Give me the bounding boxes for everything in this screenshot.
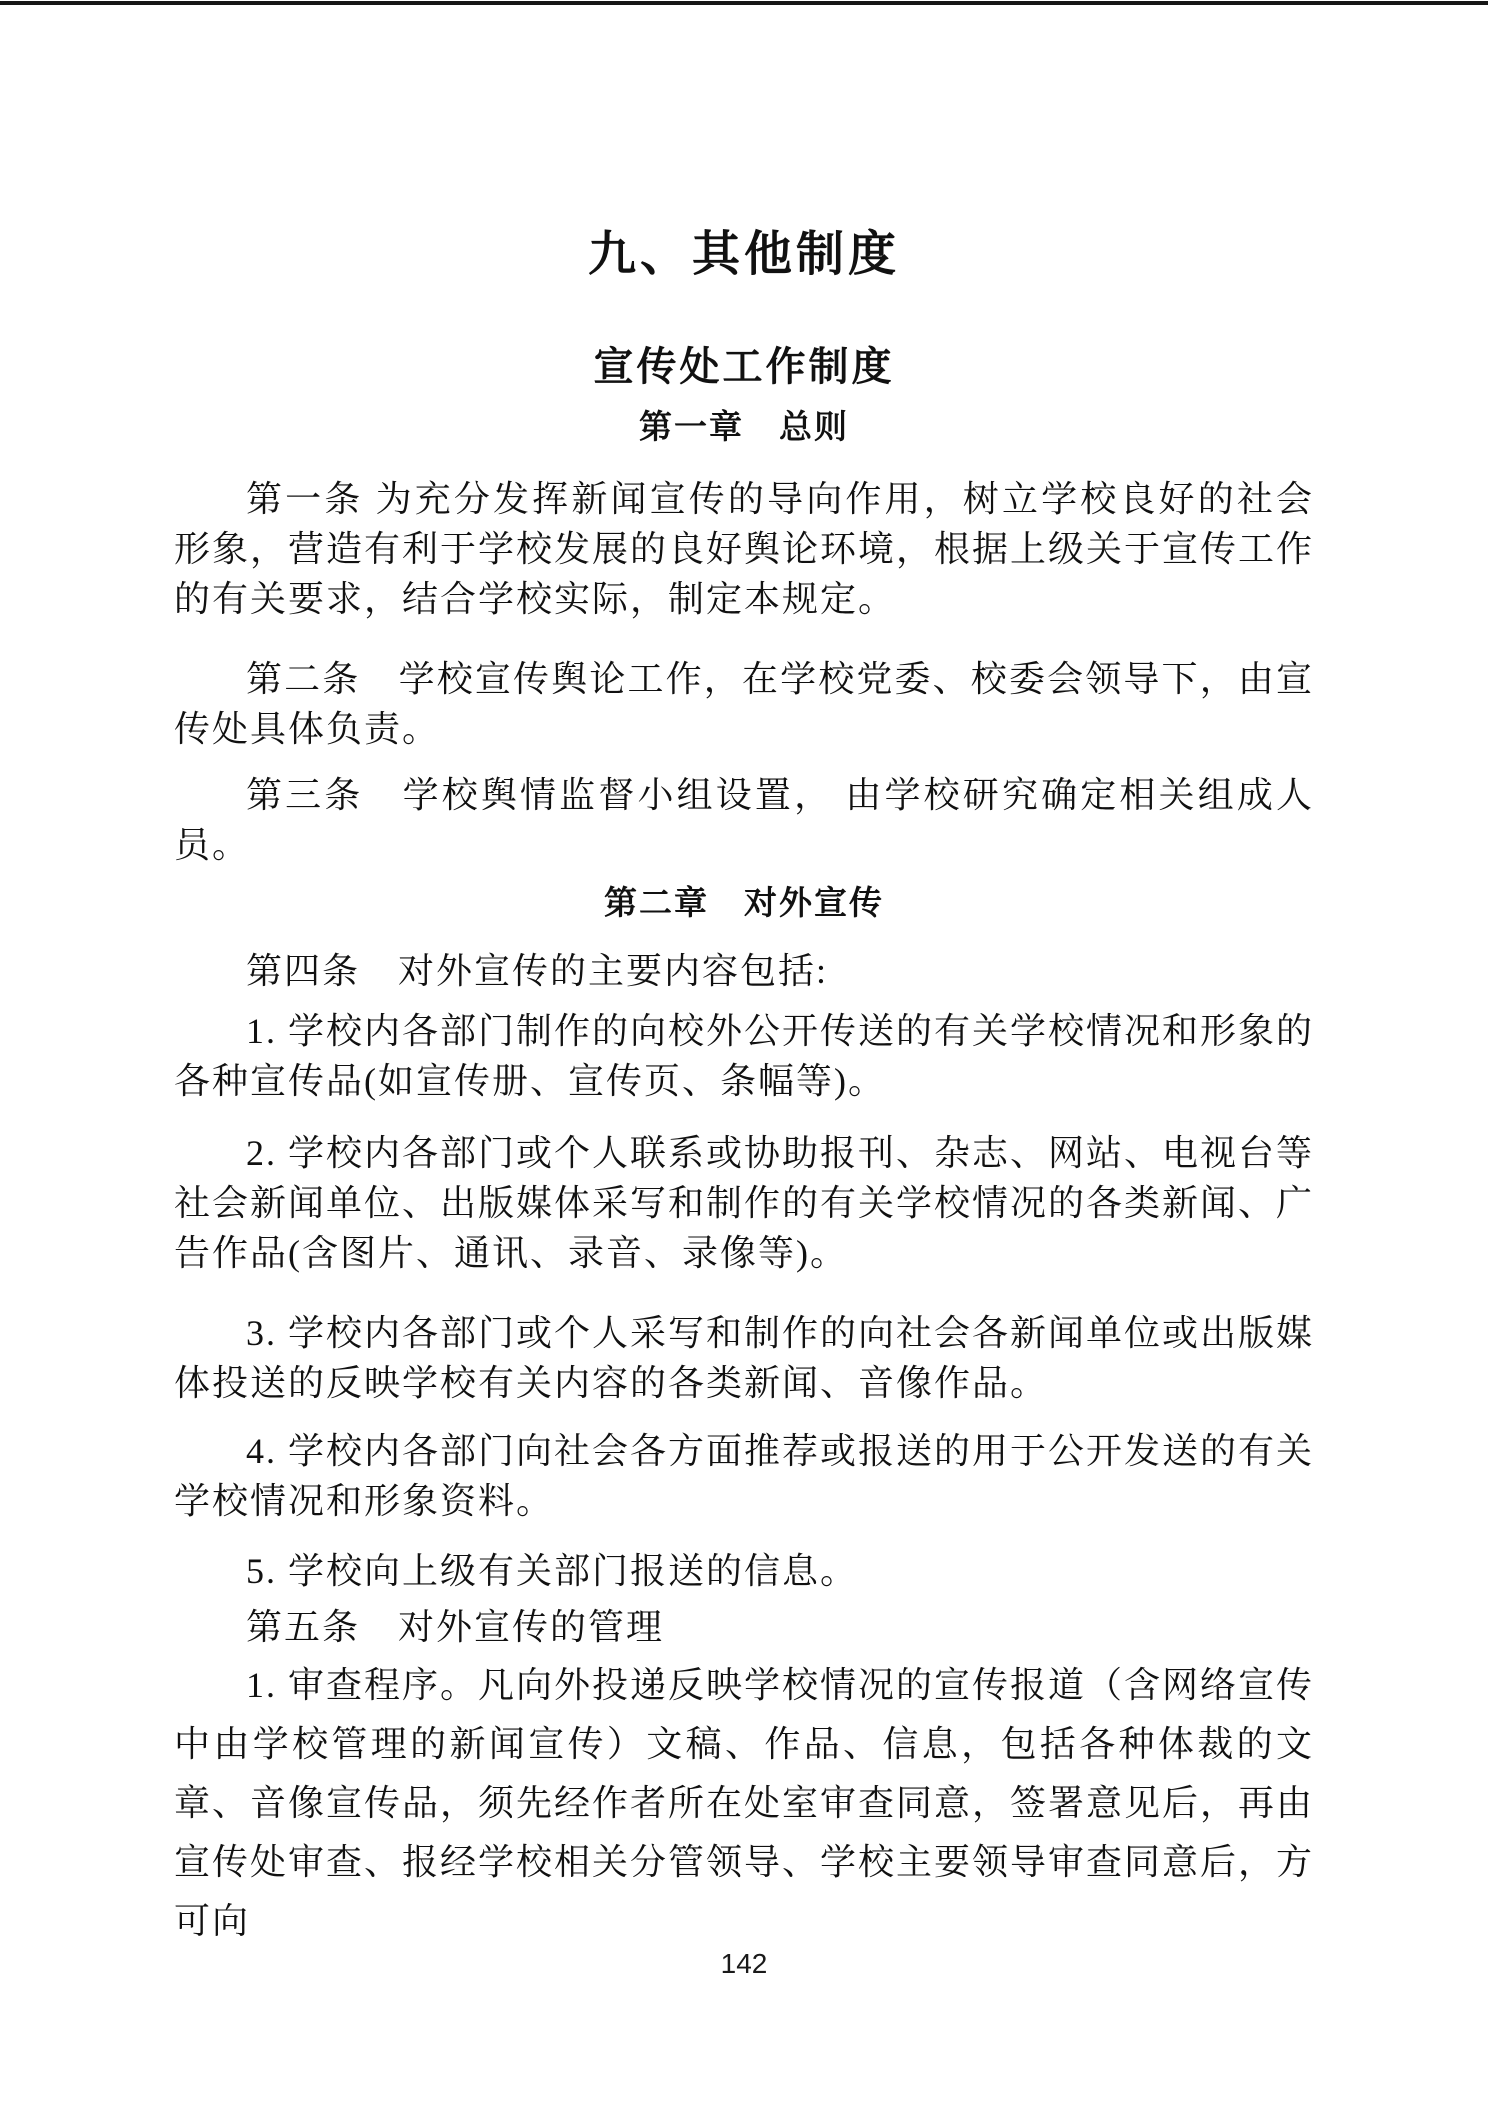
section-title: 九、其他制度 <box>587 228 900 281</box>
article-2-paragraph: 第二条 学校宣传舆论工作，在学校党委、校委会领导下，由宣传处具体负责。 <box>174 659 1314 749</box>
chapter-1-heading: 第一章 总则 <box>639 408 849 445</box>
article-5-item-1: 1. 审查程序。凡向外投递反映学校情况的宣传报道（含网络宣传中由学校管理的新闻宣传）文稿、作品、信息，包括各种体裁的文章、音像宣传品，须先经作者所在处室审查同意，签署意见后，再由宣传处审查、报经学校相关分管领导、学校主要领导审查同意后，方可向 <box>174 1665 1315 1941</box>
article-3-paragraph: 第三条 学校舆情监督小组设置， 由学校研究确定相关组成人员。 <box>174 775 1314 865</box>
article-1-paragraph: 第一条 为充分发挥新闻宣传的导向作用，树立学校良好的社会形象，营造有利于学校发展的良好舆论环境，根据上级关于宣传工作的有关要求，结合学校实际，制定本规定。 <box>174 479 1315 619</box>
article-4-item-4: 4. 学校内各部门向社会各方面推荐或报送的用于公开发送的有关学校情况和形象资料。 <box>174 1431 1315 1521</box>
article-4-paragraph: 第四条 对外宣传的主要内容包括: <box>246 951 829 991</box>
article-4-item-1: 1. 学校内各部门制作的向校外公开传送的有关学校情况和形象的各种宣传品(如宣传册、宣传页、条幅等)。 <box>174 1011 1315 1101</box>
article-4-item-5: 5. 学校向上级有关部门报送的信息。 <box>246 1551 859 1591</box>
page-top-border <box>0 1 1488 5</box>
article-5-paragraph: 第五条 对外宣传的管理 <box>246 1607 665 1647</box>
page-number: 142 <box>720 1948 768 1979</box>
chapter-2-heading: 第二章 对外宣传 <box>604 884 884 921</box>
article-4-item-3: 3. 学校内各部门或个人采写和制作的向社会各新闻单位或出版媒体投送的反映学校有关内容的各类新闻、音像作品。 <box>174 1313 1315 1403</box>
article-4-item-2: 2. 学校内各部门或个人联系或协助报刊、杂志、网站、电视台等社会新闻单位、出版媒体采写和制作的有关学校情况的各类新闻、广告作品(含图片、通讯、录音、录像等)。 <box>174 1133 1315 1273</box>
document-title: 宣传处工作制度 <box>593 345 895 389</box>
